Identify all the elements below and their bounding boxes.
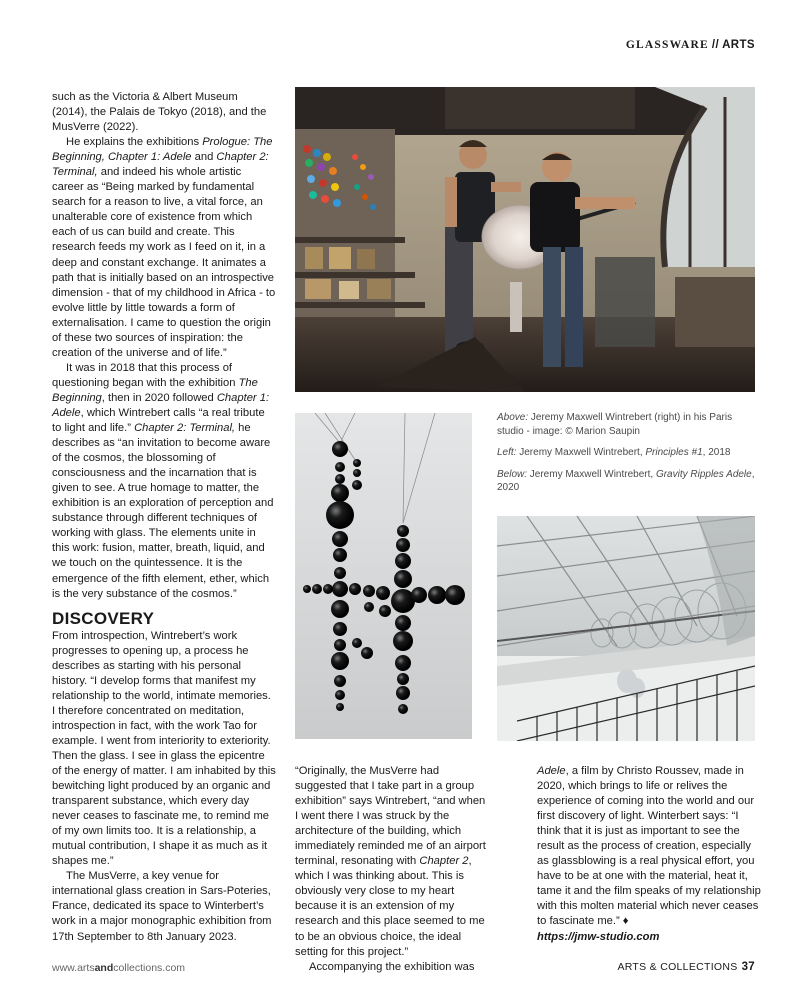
paragraph: From introspection, Wintrebert’s work progresses to opening up, a process he describes as starting with his personal history. “I develop forms that manifest my relationship to the world, intimate memories. I therefore concentrated on meditation, introspection in fact, with the work Tao for example. I went from interiority to exteriority. Then the glass. I see in glass the epicentre of the energy of matter. I am inhabited by this bewitching light produced by an organic and transparent substance, which every day never ceases to fascinate me, to remind me of my own limits too. It is a relationship, a mutual contribution, I shape it as much as it shapes me.” [52, 629, 276, 868]
caption-above: Above: Jeremy Maxwell Wintrebert (right) in his Paris studio - image: © Marion Saupin [497, 412, 733, 437]
paragraph: It was in 2018 that this process of questioning began with the exhibition The Beginning, then in 2020 followed Chapter 1: Adele, which Wintrebert calls “a real tribute to light and life.” Chapter 2: Terminal, he describes as “an invitation to become aware of the cosmos, the blossoming of consciousness and the incarnation that is given to see. A true homage to matter, the exhibition is an exploration of perception and substance through different techniques of working with glass. The elements unite in this work: fusion, matter, breath, liquid, and we touch on the quintessence. It is the emergence of the fifth element, ether, which is the very substance of the cosmos.” [52, 361, 274, 600]
header-separator: // [711, 39, 720, 51]
section-name: GLASSWARE [625, 39, 709, 51]
page-header [626, 39, 755, 51]
text-column-2 [295, 764, 490, 975]
sculpture-photo [295, 413, 472, 739]
paragraph: such as the Victoria & Albert Museum (2014), the Palais de Tokyo (2018), and the MusVerre (2022). [52, 91, 267, 134]
image-captions [497, 411, 759, 503]
category-name: ARTS [722, 39, 755, 51]
section-heading: DISCOVERY [52, 608, 155, 628]
magazine-name: ARTS & COLLECTIONS [617, 961, 738, 973]
studio-photo [295, 87, 755, 392]
paragraph: The MusVerre, a key venue for international glass creation in Sars-Poteries, France, dedicated its space to Winterbert’s work in a major monographic exhibition from 17th September to 8th January 2023. [52, 870, 272, 943]
caption-below: Below: Jeremy Maxwell Wintrebert, Gravity Ripples Adele, 2020 [497, 468, 755, 493]
paragraph: Adele, a film by Christo Roussev, made in 2020, which brings to life or relives the experience of coming into the world and our first discovery of light. Winterbert says: “I think that it is just as important to see the result as the process of creation, especially as glassblowing is a real physical effort, you have to be at one with the material, heat it, tame it and the film speaks of my relationship with this molten material which never ceases to fascinate me.” ♦ [537, 765, 761, 928]
text-column-3 [537, 764, 762, 945]
footer-website: www.artsandcollections.com [52, 962, 186, 974]
page-number: 37 [741, 961, 755, 973]
text-column-1 [52, 90, 276, 945]
footer-magazine [617, 961, 755, 973]
paragraph: He explains the exhibitions Prologue: The Beginning, Chapter 1: Adele and Chapter 2: Terminal, and indeed his whole artistic career as “Being marked by fundamental search for a reason to live, a vital force, an unalterable core of existence from which each of us can build and create. This research feeds my work as I feed on it, in a deep and constant exchange. It animates a path that is initially based on an introspective dimension - that of my childhood in Africa - to evolve little by little towards a form of externalisation. I came to question the origin of these two sources of inspiration: the creation of the universe and of life.” [52, 136, 276, 359]
paragraph: “Originally, the MusVerre had suggested that I take part in a group exhibition” says Wintrebert, “and when I went there I was struck by the architecture of the building, which immediately reminded me of an airport terminal, resonating with Chapter 2, which I was thinking about. This is obviously very close to my heart because it is an extension of my research and this place seemed to me to be an obvious choice, the ideal setting for this project.” [295, 765, 486, 958]
website-link[interactable]: https://jmw-studio.com [537, 930, 660, 943]
caption-left: Left: Jeremy Maxwell Wintrebert, Principles #1, 2018 [497, 447, 731, 458]
paragraph: Accompanying the exhibition was [309, 960, 475, 973]
gallery-photo [497, 516, 755, 741]
